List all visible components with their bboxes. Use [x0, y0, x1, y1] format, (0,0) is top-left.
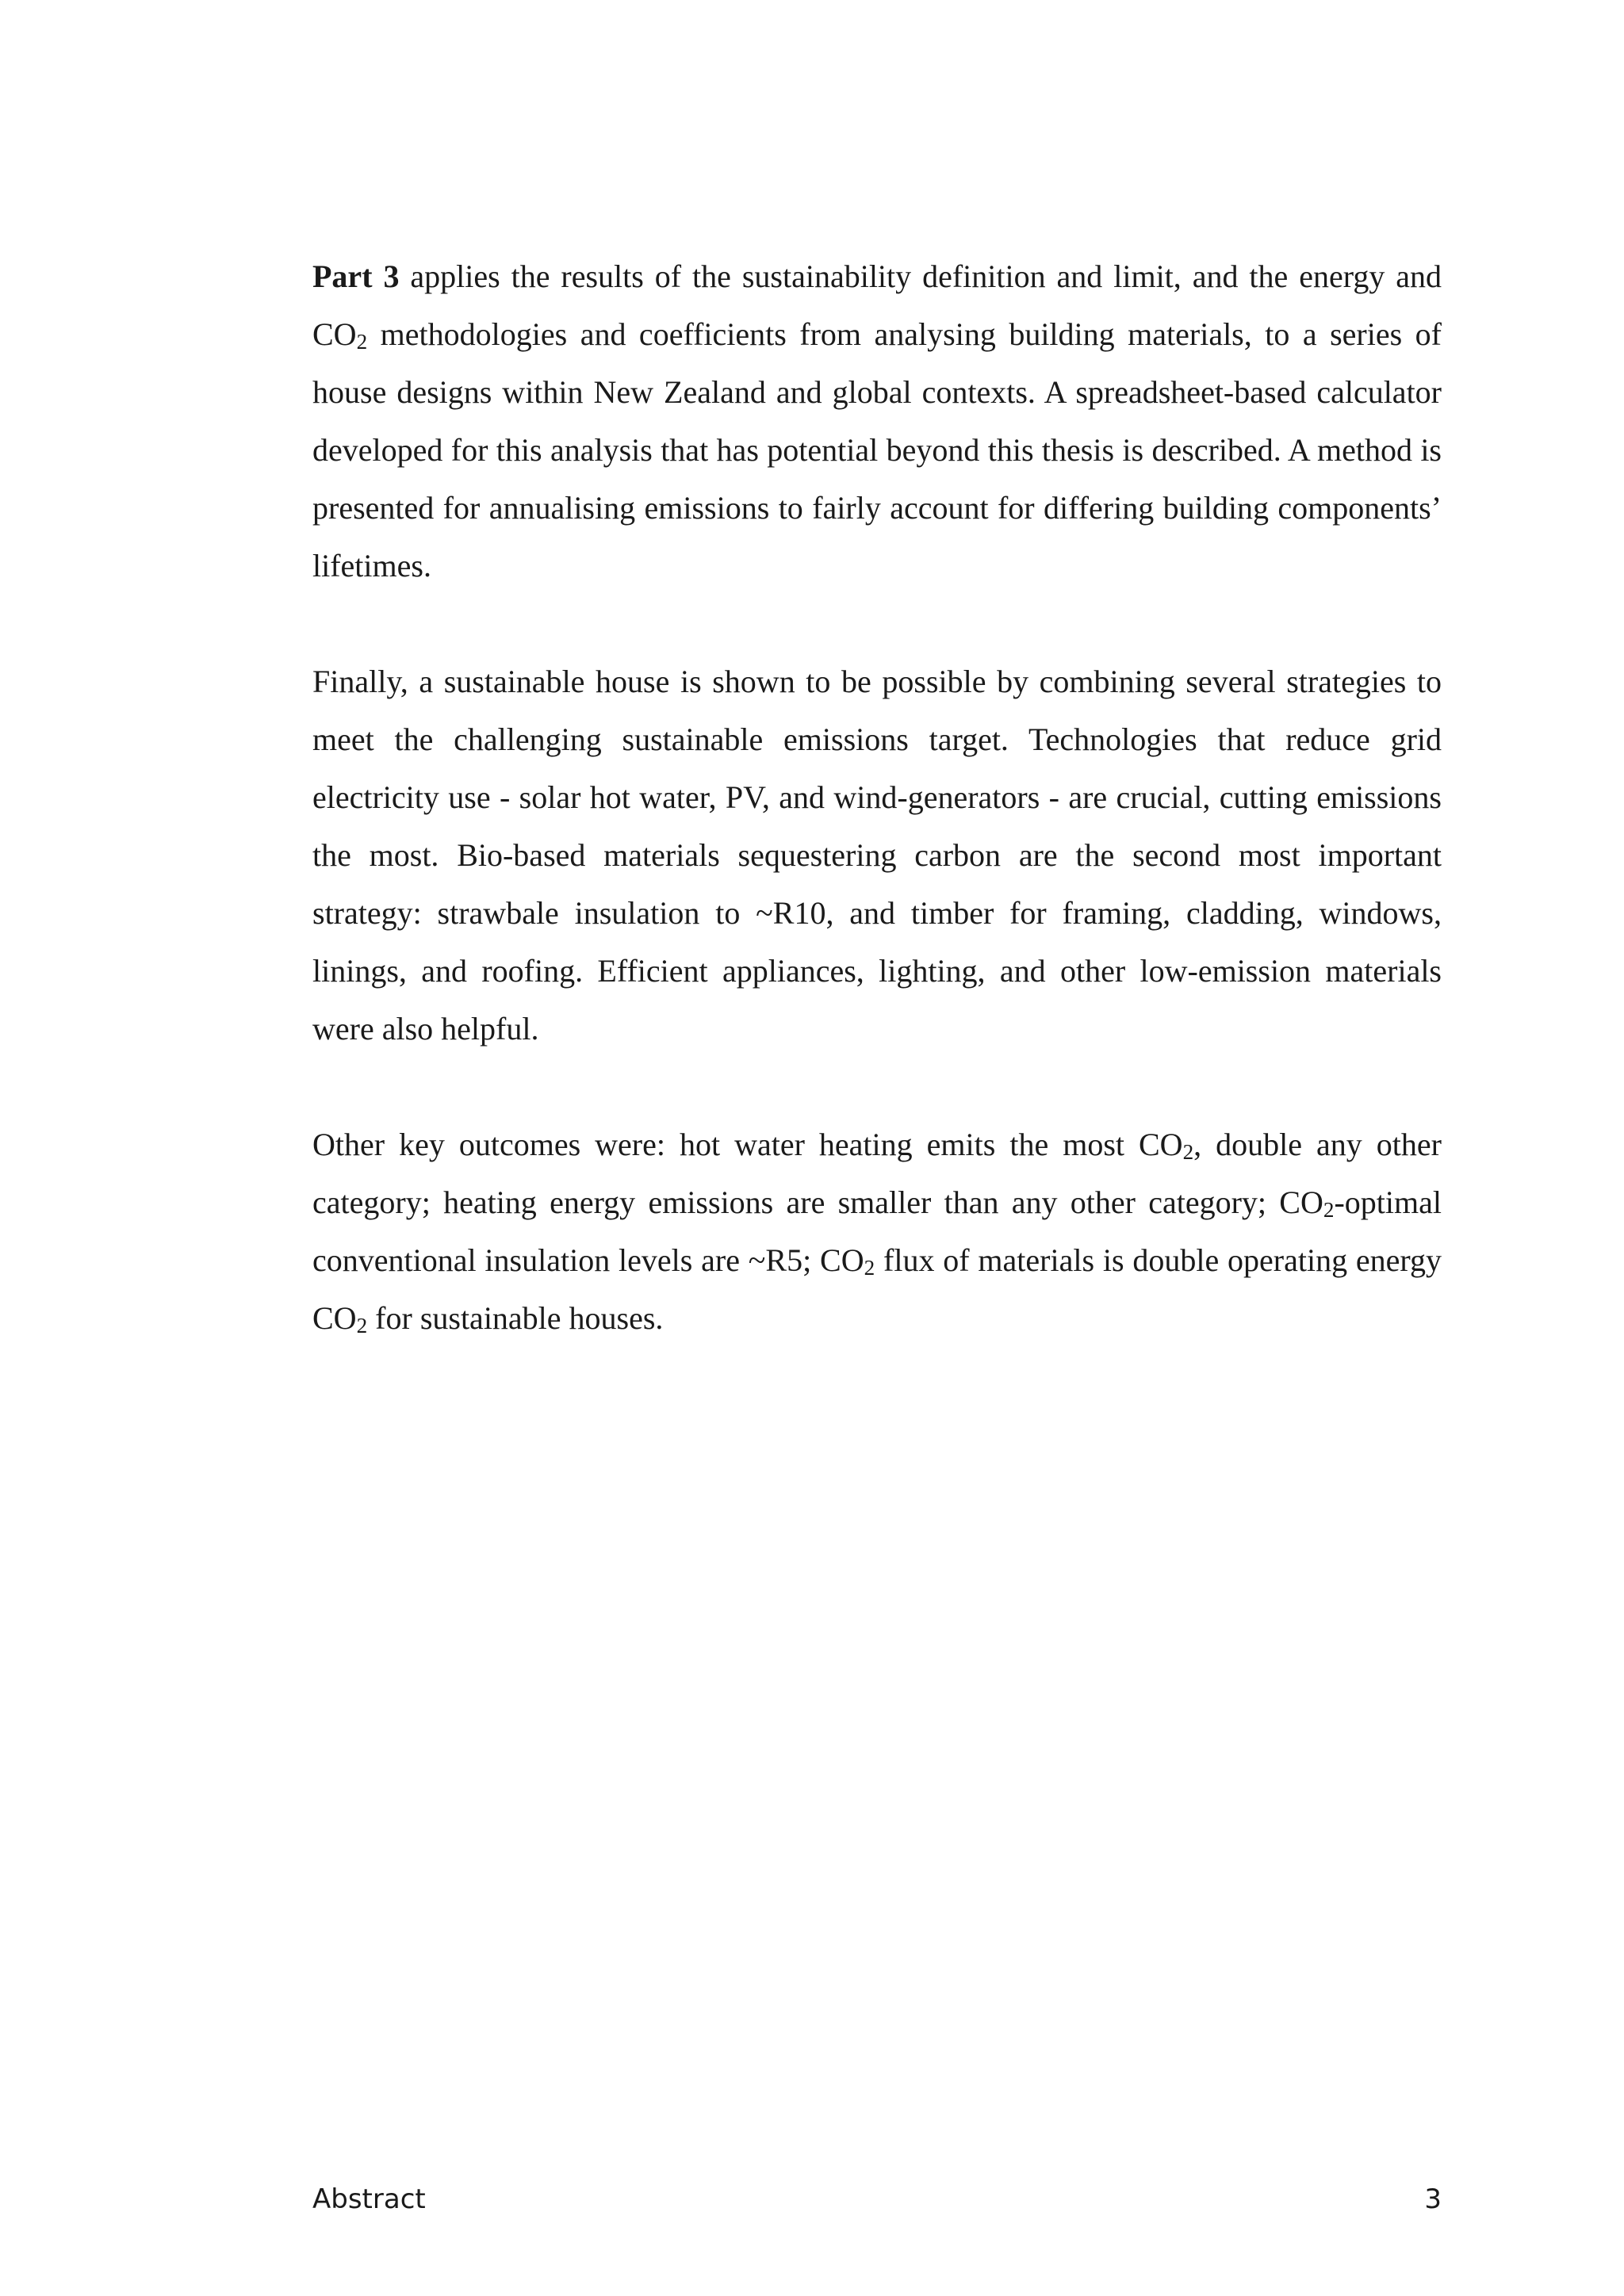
subscript-2: 2: [356, 1313, 368, 1337]
footer-section-label: Abstract: [312, 2183, 426, 2215]
text-run: -optimal conventional insulation levels are ~R5; CO: [312, 1184, 1442, 1278]
paragraph-finally: [312, 652, 1442, 1058]
text-run: Finally, a sustainable house is shown to be possible by combining several strategies to meet the challenging sustainable emissions target. Technologies that reduce grid electricity use - solar hot water, PV, and wind-generators - are crucial, cutting emissions the most. Bio-based materials sequestering carbon are the second most important strategy: strawbale insulation to ~R10, and timber for framing, cladding, windows, linings, and roofing. Efficient appliances, lighting, and other low-emission materials were also helpful.: [312, 664, 1442, 1047]
text-run: for sustainable houses.: [367, 1300, 664, 1336]
subscript-2: 2: [1182, 1139, 1194, 1164]
text-run: , double any other category; heating energy emissions are smaller than any other category; CO: [312, 1127, 1442, 1220]
part-3-heading: Part 3: [312, 258, 400, 294]
abstract-body: [312, 247, 1442, 1405]
text-run: applies the results of the sustainability definition and limit, and the energy and CO: [312, 258, 1442, 352]
subscript-2: 2: [1323, 1197, 1335, 1222]
page-number: 3: [1424, 2183, 1442, 2215]
paragraph-part-3: [312, 247, 1442, 595]
text-run: Other key outcomes were: hot water heating emits the most CO: [312, 1127, 1183, 1162]
paragraph-other-outcomes: [312, 1115, 1442, 1347]
subscript-2: 2: [356, 329, 368, 354]
text-run: flux of materials is double operating energy CO: [312, 1242, 1442, 1336]
subscript-2: 2: [864, 1255, 875, 1280]
text-run: methodologies and coefficients from analysing building materials, to a series of house designs within New Zealand and global contexts. A spreadsheet-based calculator developed for this analysis that has potential beyond this thesis is described. A method is presented for annualising emissions to fairly account for differing building components’ lifetimes.: [312, 316, 1442, 584]
